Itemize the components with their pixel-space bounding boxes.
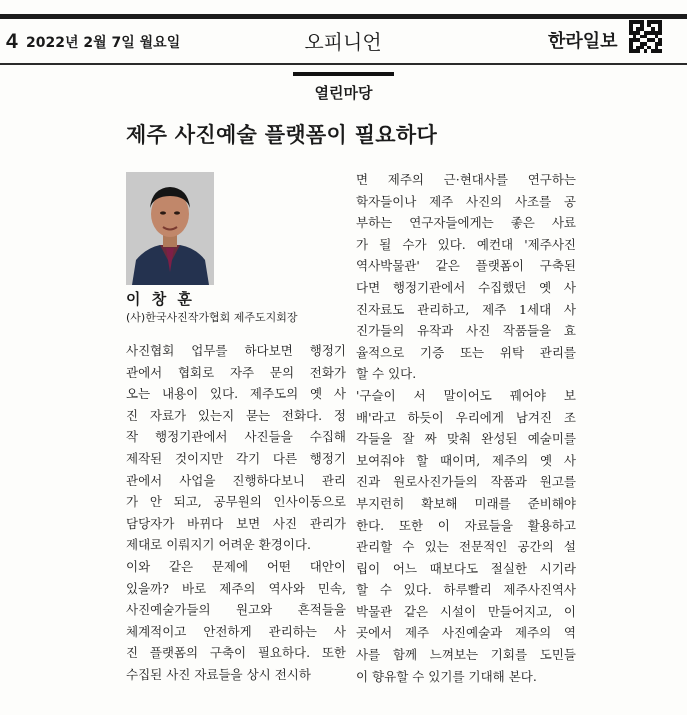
body-line: 관에서 협회로 자주 문의 전화가 — [126, 364, 346, 380]
body-line: 체계적이고 안전하게 관리하는 사 — [126, 623, 346, 639]
body-line: 부지런히 확보해 미래를 준비해야 — [356, 495, 576, 511]
body-line: 할 수 있다. — [356, 366, 417, 382]
body-line: 배'라고 하듯이 우리에게 남겨진 조 — [356, 409, 576, 425]
body-line: '구슬이 서 말이어도 꿰어야 보 — [356, 387, 576, 403]
body-line: 이 향유할 수 있기를 기대해 본다. — [356, 668, 537, 684]
author-name: 이 창 훈 — [126, 290, 195, 308]
body-line: 제작된 것이지만 각기 다른 행정기 — [126, 450, 346, 466]
body-line: 관에서 사업을 진행하다보니 관리 — [126, 472, 346, 488]
body-line: 진자료도 관리하고, 제주 1세대 사 — [356, 301, 576, 317]
body-line: 수집된 사진 자료들을 상시 전시하 — [126, 666, 311, 682]
body-line: 오는 내용이 있다. 제주도의 옛 사 — [126, 386, 346, 402]
body-line: 율적으로 기증 또는 위탁 관리를 — [356, 344, 576, 360]
body-line: 할 수 있다. 하루빨리 제주사진역사 — [356, 582, 576, 598]
top-rule — [0, 14, 687, 19]
column-title: 열린마당 — [314, 84, 373, 102]
body-line: 박물관 같은 시설이 만들어지고, 이 — [356, 603, 576, 619]
body-line: 곳에서 제주 사진예술과 제주의 역 — [356, 625, 576, 641]
body-line: 역사박물관' 같은 플랫폼이 구축된 — [356, 258, 576, 274]
page-number: 4 — [6, 30, 18, 53]
body-line: 사를 함께 느껴보는 기회를 도민들 — [356, 647, 576, 663]
body-line: 진과 원로사진가들의 작품과 원고를 — [356, 474, 576, 490]
qr-code-icon — [629, 20, 662, 53]
body-line: 다면 행정기관에서 수집했던 옛 사 — [356, 279, 576, 295]
body-line: 관리할 수 있는 전문적인 공간의 설 — [356, 539, 576, 555]
newspaper-logo: 한라일보 — [548, 31, 618, 52]
body-line: 면 제주의 근·현대사를 연구하는 — [356, 172, 576, 187]
column-title-bar — [293, 72, 394, 76]
body-line: 있을까? 바로 제주의 역사와 민속, — [126, 580, 346, 596]
body-column-left — [126, 340, 346, 686]
body-line: 제대로 이뤄지기 어려운 환경이다. — [126, 537, 311, 553]
body-line: 담당자가 바뀌다 보면 사진 관리가 — [126, 515, 346, 531]
body-line: 한다. 또한 이 자료들을 활용하고 — [356, 517, 576, 533]
body-line: 각들을 잘 짜 맞춰 완성된 예술미를 — [356, 431, 576, 447]
author-portrait — [126, 172, 214, 285]
headline: 제주 사진예술 플랫폼이 필요하다 — [126, 123, 438, 147]
body-line: 학자들이나 제주 사진의 사조를 공 — [356, 193, 576, 209]
body-column-right — [356, 169, 576, 687]
body-line: 진가들의 유작과 사진 작품들을 효 — [356, 323, 576, 339]
masthead-rule — [0, 63, 687, 65]
body-line: 진 플랫폼의 구축이 필요하다. 또한 — [126, 645, 346, 661]
body-line: 가 안 되고, 공무원의 인사이동으로 — [126, 494, 346, 510]
issue-date: 2022년 2월 7일 월요일 — [26, 35, 181, 51]
body-line: 보여줘야 할 때이며, 제주의 옛 사 — [356, 452, 576, 468]
body-line: 진 자료가 있는지 묻는 전화다. 정 — [126, 407, 346, 423]
body-line: 가 될 수가 있다. 예컨대 '제주사진 — [356, 236, 576, 252]
author-title: (사)한국사진작가협회 제주도지회장 — [126, 311, 298, 324]
body-line: 립이 어느 때보다도 절실한 시기라 — [356, 560, 576, 576]
body-line: 사진협회 업무를 하다보면 행정기 — [126, 343, 346, 358]
body-line: 사진예술가들의 원고와 흔적들을 — [126, 602, 346, 618]
body-line: 작 행정기관에서 사진들을 수집해 — [126, 429, 346, 445]
section-name: 오피니언 — [304, 30, 382, 54]
body-line: 부하는 연구자들에게는 좋은 사료 — [356, 215, 576, 231]
body-line: 이와 같은 문제에 어떤 대안이 — [126, 558, 346, 574]
